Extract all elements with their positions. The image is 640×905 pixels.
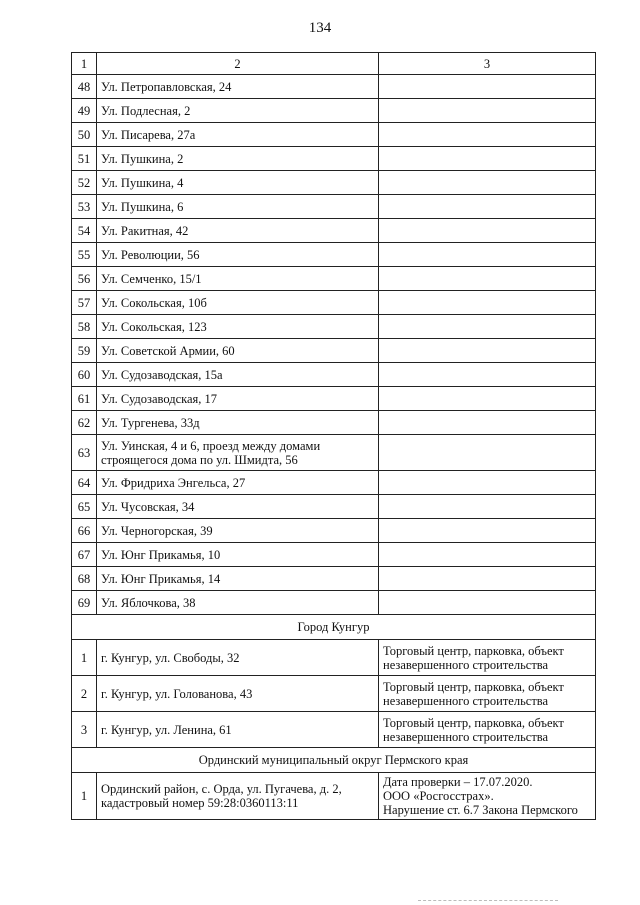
table-row (72, 519, 596, 543)
row-note (379, 243, 596, 267)
section-title-orda: Ординский муниципальный округ Пермского края (72, 748, 596, 773)
row-address: Ул. Черногорская, 39 (97, 519, 379, 543)
row-note (379, 147, 596, 171)
row-number: 60 (72, 363, 97, 387)
column-header-3: 3 (379, 53, 596, 75)
row-number: 62 (72, 411, 97, 435)
table-row (72, 99, 596, 123)
row-address: Ул. Ракитная, 42 (97, 219, 379, 243)
row-address: г. Кунгур, ул. Голованова, 43 (97, 676, 379, 712)
orda-section (72, 748, 596, 820)
table-row (72, 363, 596, 387)
row-number: 58 (72, 315, 97, 339)
table-row (72, 147, 596, 171)
row-note (379, 591, 596, 615)
table-row (72, 315, 596, 339)
row-note (379, 471, 596, 495)
table-row (72, 640, 596, 676)
row-note (379, 495, 596, 519)
table-row (72, 591, 596, 615)
row-number: 2 (72, 676, 97, 712)
row-number: 69 (72, 591, 97, 615)
table-row (72, 75, 596, 99)
row-address: Ул. Тургенева, 33д (97, 411, 379, 435)
row-address: г. Кунгур, ул. Ленина, 61 (97, 712, 379, 748)
row-note (379, 387, 596, 411)
table-row (72, 243, 596, 267)
row-number: 53 (72, 195, 97, 219)
note-line: Дата проверки – 17.07.2020. (383, 775, 533, 789)
row-note: Торговый центр, парковка, объект незавершенного строительства (379, 640, 596, 676)
table-row (72, 676, 596, 712)
section-title-kungur: Город Кунгур (72, 615, 596, 640)
row-number: 57 (72, 291, 97, 315)
row-note (379, 339, 596, 363)
row-address: Ул. Судозаводская, 17 (97, 387, 379, 411)
row-number: 55 (72, 243, 97, 267)
row-address: Ул. Фридриха Энгельса, 27 (97, 471, 379, 495)
row-address: Ул. Петропавловская, 24 (97, 75, 379, 99)
row-address: Ул. Пушкина, 4 (97, 171, 379, 195)
row-note (379, 315, 596, 339)
row-address: Ул. Писарева, 27а (97, 123, 379, 147)
row-number: 66 (72, 519, 97, 543)
registry-table (71, 52, 596, 820)
row-note (379, 363, 596, 387)
row-number: 51 (72, 147, 97, 171)
row-note (379, 291, 596, 315)
row-address: Ул. Сокольская, 123 (97, 315, 379, 339)
row-number: 52 (72, 171, 97, 195)
page-edge-mark (418, 900, 558, 901)
row-number: 68 (72, 567, 97, 591)
table-row (72, 567, 596, 591)
row-note (379, 567, 596, 591)
section-row-kungur (72, 615, 596, 640)
note-line: ООО «Росгосстрах». (383, 789, 494, 803)
row-note (379, 123, 596, 147)
row-number: 64 (72, 471, 97, 495)
row-number: 65 (72, 495, 97, 519)
row-note: Торговый центр, парковка, объект незавершенного строительства (379, 676, 596, 712)
address-line: Ординский район, с. Орда, ул. Пугачева, д. 2, (101, 782, 342, 796)
row-number: 49 (72, 99, 97, 123)
row-address: Ул. Пушкина, 6 (97, 195, 379, 219)
table-row (72, 543, 596, 567)
address-line: кадастровый номер 59:28:0360113:11 (101, 796, 299, 810)
page-number: 134 (308, 20, 332, 36)
table-row (72, 495, 596, 519)
row-address: Ул. Пушкина, 2 (97, 147, 379, 171)
row-number: 48 (72, 75, 97, 99)
row-address: Ул. Юнг Прикамья, 14 (97, 567, 379, 591)
row-note: Торговый центр, парковка, объект незавершенного строительства (379, 712, 596, 748)
row-note (379, 219, 596, 243)
row-note (379, 171, 596, 195)
table-row (72, 773, 596, 820)
row-note (379, 75, 596, 99)
row-note (379, 99, 596, 123)
row-address: Ул. Семченко, 15/1 (97, 267, 379, 291)
table-row (72, 219, 596, 243)
row-address: г. Кунгур, ул. Свободы, 32 (97, 640, 379, 676)
row-address: Ул. Судозаводская, 15а (97, 363, 379, 387)
row-number: 67 (72, 543, 97, 567)
row-address: Ул. Чусовская, 34 (97, 495, 379, 519)
note-line: Нарушение ст. 6.7 Закона Пермского (383, 803, 578, 817)
table-row (72, 339, 596, 363)
column-header-1: 1 (72, 53, 97, 75)
row-number: 50 (72, 123, 97, 147)
table-row (72, 411, 596, 435)
row-note (379, 411, 596, 435)
row-note (379, 773, 596, 820)
kungur-section (72, 615, 596, 640)
table-row (72, 171, 596, 195)
row-number: 1 (72, 640, 97, 676)
row-address: Ул. Подлесная, 2 (97, 99, 379, 123)
column-header-2: 2 (97, 53, 379, 75)
table-row (72, 471, 596, 495)
row-number: 1 (72, 773, 97, 820)
row-note (379, 543, 596, 567)
row-address: Ул. Уинская, 4 и 6, проезд между домами строящегося дома по ул. Шмидта, 56 (97, 435, 379, 471)
table-row (72, 123, 596, 147)
row-address: Ул. Яблочкова, 38 (97, 591, 379, 615)
row-number: 56 (72, 267, 97, 291)
table-header-row (72, 53, 596, 75)
table-row (72, 195, 596, 219)
row-number: 59 (72, 339, 97, 363)
row-number: 61 (72, 387, 97, 411)
row-note (379, 267, 596, 291)
table-row (72, 435, 596, 471)
row-number: 63 (72, 435, 97, 471)
row-number: 3 (72, 712, 97, 748)
kungur-rows (72, 640, 596, 748)
section-row-orda (72, 748, 596, 773)
table-row (72, 291, 596, 315)
row-address: Ул. Сокольская, 10б (97, 291, 379, 315)
table-row (72, 267, 596, 291)
row-address (97, 773, 379, 820)
row-number: 54 (72, 219, 97, 243)
row-note (379, 195, 596, 219)
row-note (379, 435, 596, 471)
row-address: Ул. Революции, 56 (97, 243, 379, 267)
address-rows (72, 75, 596, 615)
row-address: Ул. Советской Армии, 60 (97, 339, 379, 363)
table-row (72, 712, 596, 748)
row-note (379, 519, 596, 543)
table-row (72, 387, 596, 411)
row-address: Ул. Юнг Прикамья, 10 (97, 543, 379, 567)
